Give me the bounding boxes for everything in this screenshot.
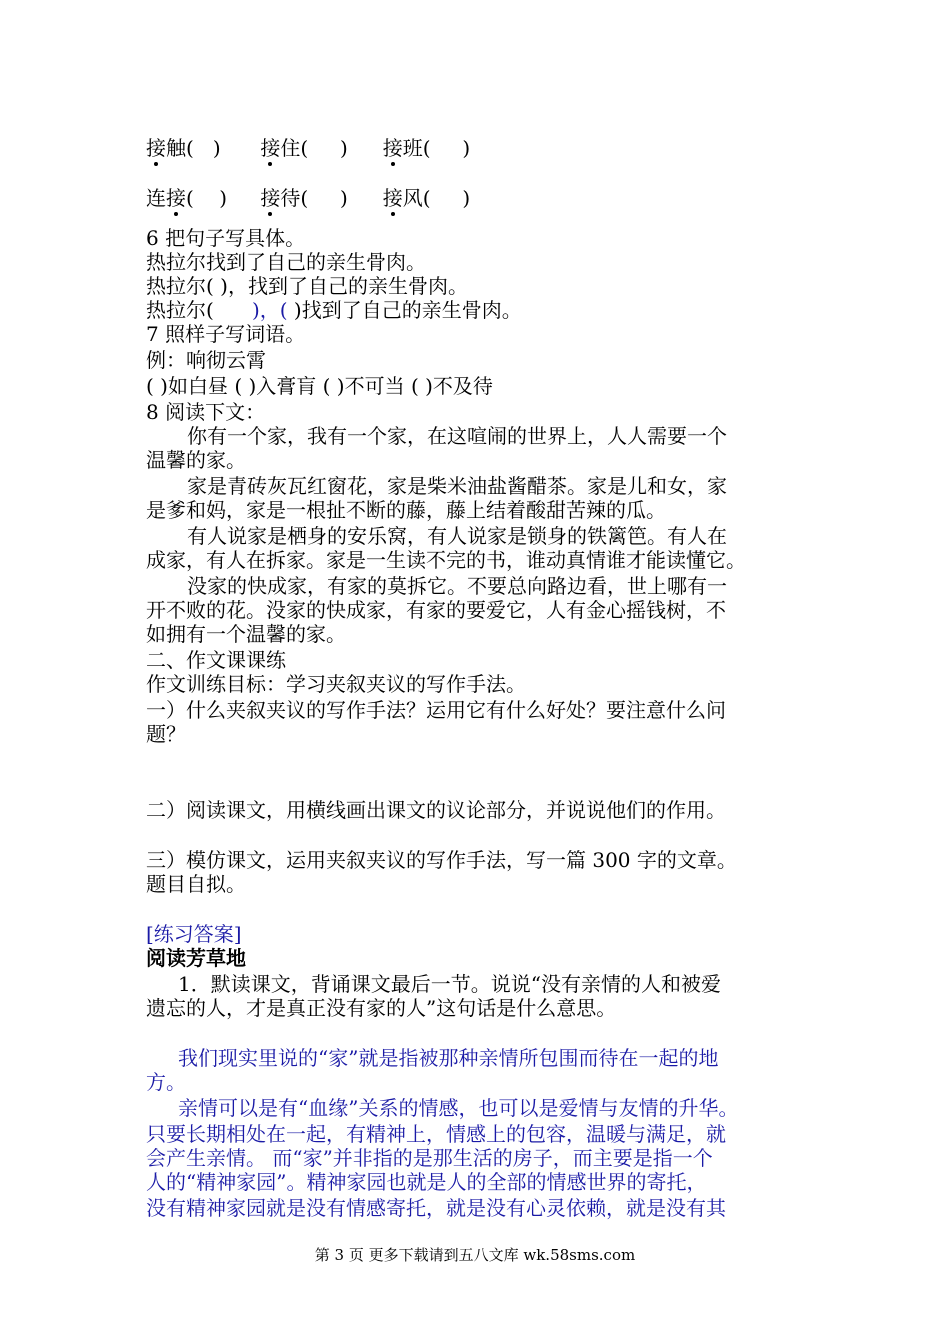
answer-paragraph-2-line-3: 会产生亲情。 而“家”并非指的是那生活的房子，而主要是指一个 (146, 1146, 713, 1170)
dotted-char: 接 (260, 136, 281, 160)
word-item: 连接( ) (146, 186, 228, 210)
reading-paragraph-4-end: 如拥有一个温馨的家。 (146, 622, 346, 646)
dotted-char: 接 (146, 136, 166, 160)
answer-paragraph-2-line-5: 没有精神家园就是没有情感寄托，就是没有心灵依赖，就是没有其 (146, 1196, 726, 1220)
reading-paragraph-4-cont: 开不败的花。没家的快成家，有家的要爱它，人有金心摇钱树，不 (146, 598, 726, 622)
reading-paragraph-3-cont: 成家，有人在拆家。家是一生读不完的书，谁动真情谁才能读懂它。 (146, 548, 746, 572)
reading-paragraph-3: 有人说家是栖身的安乐窝，有人说家是锁身的铁篱笆。有人在 (187, 524, 727, 548)
answer-paragraph-1: 我们现实里说的“家”就是指被那种亲情所包围而待在一起的地 (178, 1046, 719, 1070)
reading-paragraph-1-cont: 温馨的家。 (146, 448, 246, 472)
q6-sentence-2: 热拉尔( )，找到了自己的亲生骨肉。 (146, 274, 468, 298)
word-item: 接待( ) (260, 186, 348, 210)
answer-question-1-cont: 遗忘的人，才是真正没有家的人”这句话是什么意思。 (146, 996, 617, 1020)
reading-paragraph-2: 家是青砖灰瓦红窗花，家是柴米油盐酱醋茶。家是儿和女，家 (187, 474, 727, 498)
dotted-char: 接 (260, 186, 281, 210)
task-3-cont: 题目自拟。 (146, 872, 246, 896)
word-item: 接班( ) (382, 136, 471, 160)
task-2: 二）阅读课文，用横线画出课文的议论部分，并说说他们的作用。 (146, 798, 726, 822)
q6-title: 6 把句子写具体。 (146, 226, 306, 250)
q8-title: 8 阅读下文： (146, 400, 266, 424)
dotted-char: 接 (382, 136, 403, 160)
task-1-cont: 题？ (146, 722, 186, 746)
reading-paragraph-4: 没家的快成家，有家的莫拆它。不要总向路边看，世上哪有一 (187, 574, 727, 598)
dotted-char: 接 (382, 186, 403, 210)
answer-paragraph-2: 亲情可以是有“血缘”关系的情感，也可以是爱情与友情的升华。 (178, 1096, 739, 1120)
answer-question-1: 1．默读课文，背诵课文最后一节。说说“没有亲情的人和被爱 (178, 972, 721, 996)
word-item: 接风( ) (382, 186, 471, 210)
q7-example: 例：响彻云霄 (146, 348, 266, 372)
q5-row-1 (146, 136, 470, 160)
reading-paragraph-1: 你有一个家，我有一个家，在这喧闹的世界上，人人需要一个 (187, 424, 727, 448)
task-1: 一）什么夹叙夹议的写作手法？运用它有什么好处？要注意什么问 (146, 698, 726, 722)
answer-paragraph-2-line-2: 只要长期相处在一起，有精神上，情感上的包容，温暖与满足，就 (146, 1122, 726, 1146)
q6-sentence-1: 热拉尔找到了自己的亲生骨肉。 (146, 250, 426, 274)
answers-subheading: 阅读芳草地 (146, 946, 246, 970)
writing-goal: 作文训练目标：学习夹叙夹议的写作手法。 (146, 672, 526, 696)
q6-sentence-3: 热拉尔( )，( )找到了自己的亲生骨肉。 (146, 298, 522, 322)
q7-blanks: ( )如白昼 ( )入膏肓 ( )不可当 ( )不及待 (146, 374, 493, 398)
word-item: 接住( ) (260, 136, 348, 160)
task-3: 三）模仿课文，运用夹叙夹议的写作手法，写一篇 300 字的文章。 (146, 848, 737, 872)
word-item: 接触( ) (146, 136, 221, 160)
section-heading: 二、作文课课练 (146, 648, 286, 672)
reading-paragraph-2-cont: 是爹和妈，家是一根扯不断的藤，藤上结着酸甜苦辣的瓜。 (146, 498, 666, 522)
page-footer: 第 3 页 更多下载请到五八文库 wk.58sms.com (314, 1246, 636, 1264)
answer-paragraph-2-line-4: 人的“精神家园”。精神家园也就是人的全部的情感世界的寄托， (146, 1170, 707, 1194)
dotted-char: 接 (166, 186, 186, 210)
q7-title: 7 照样子写词语。 (146, 322, 306, 346)
answers-heading: [练习答案] (146, 922, 242, 946)
q5-row-2 (146, 186, 470, 210)
answer-paragraph-1-cont: 方。 (146, 1070, 186, 1094)
